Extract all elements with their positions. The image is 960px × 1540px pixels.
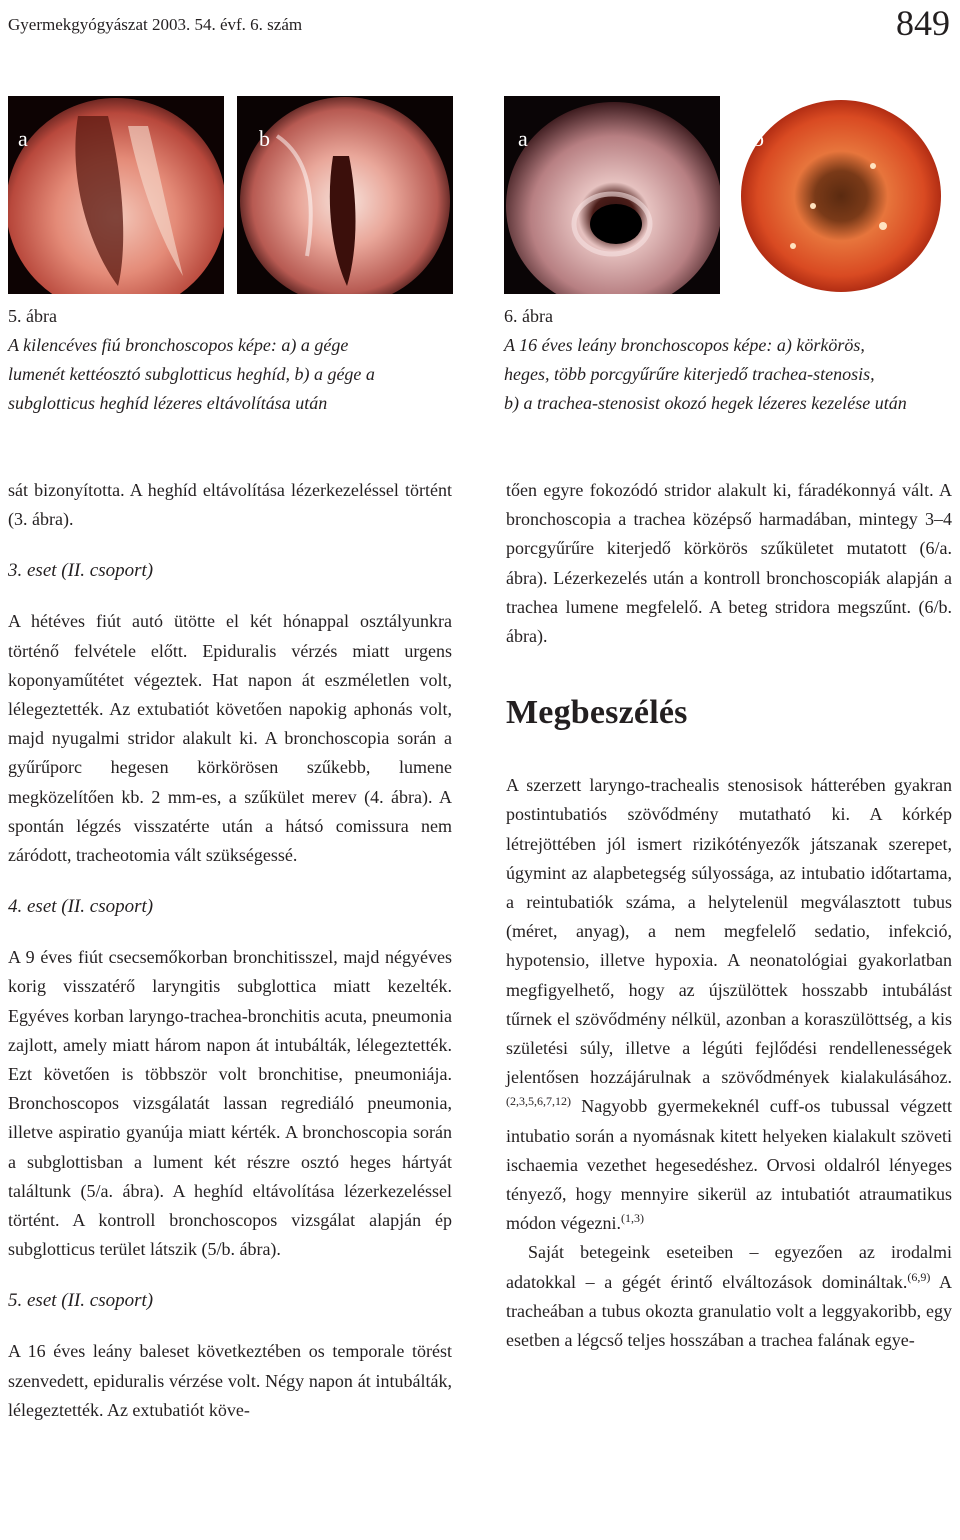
reference: (2,3,5,6,7,12) bbox=[506, 1094, 571, 1109]
figure-5-caption-title: 5. ábra bbox=[8, 306, 57, 326]
trachea-image-b bbox=[733, 96, 949, 294]
paragraph: A hétéves fiút autó ütötte el két hónappal osztályunkra történő felvétele előtt. Epiduralis vérzés miatt urgens koponyaműtétet végeztek. Hat napon át eszméletlen volt, lélegeztették. Az extubatiót követően napokig aphonás volt, majd nyugalmi stridor alakult ki. A bronchoscopia során a gyűrűporc hegesen körkörösen szűkebb, lumene megközelítően kb. 2 mm-es, a szűkület merev (4. ábra). A spontán légzés visszatérte után a hátsó comissura nem záródott, tracheotomia vált szükségessé. bbox=[8, 611, 452, 866]
figure-5b-photo bbox=[237, 96, 453, 294]
left-column bbox=[8, 476, 452, 1425]
text-run: A szerzett laryngo-trachealis stenosisok hátterében gyakran postintubatiós szövődmény mutatható ki. A kórkép létrejöttében jól ismert rizikótényezők játszanak szerepet, úgymint az alapbetegség súlyossága, az intubatio időtartama, a reintubatiók száma, a helytelenül megválasztott tubus (méret, anyag), a nem megfelelő sedatio, infekció, hypotensio, illetve hypoxia. A neonatológiai gyakorlatban megfigyelhető, hogy az újszülöttek hosszabb intubálást tűrnek el szövődmény nélkül, azonban a koraszülöttség, a kis születési súly, illetve a légúti fejlődési rendellenességek jelentősen hozzájárulnak a szövődmények kialakulásához. bbox=[506, 775, 952, 1088]
figure-5a-photo bbox=[8, 96, 224, 294]
figure-6a-photo bbox=[504, 96, 720, 294]
case-5-heading: 5. eset (II. csoport) bbox=[8, 1290, 154, 1312]
text-run: Nagyobb gyermekeknél cuff-os tubussal végzett intubatio során a nyomásnak kitett helyeken kialakult szöveti ischaemia vezethet hegesedéshez. Orvosi oldalról lényeges tényező, hogy mennyire sikerül az intubatiót atraumatikus módon végezni. bbox=[506, 1096, 952, 1234]
caption-line: heges, több porcgyűrűre kiterjedő trachea-stenosis, bbox=[504, 364, 875, 384]
page-number: 849 bbox=[896, 3, 950, 43]
caption-line: A 16 éves leány bronchoscopos képe: a) körkörös, bbox=[504, 335, 865, 355]
paragraph: A 16 éves leány baleset következtében os temporale törést szenvedett, epiduralis vérzése volt. Négy napon át intubálták, lélegeztették. Az extubatiót köve- bbox=[8, 1341, 452, 1420]
figure-5a-label: a bbox=[18, 126, 28, 151]
paragraph: A 9 éves fiút csecsemőkorban bronchitisszel, majd négyéves korig visszatérő laryngitis subglottica miatt kezelték. Egyéves korban laryngo-trachea-bronchitis acuta, pneumonia zajlott, amely miatt három napon át intubálták, lélegeztették. Ezt követően is többször volt bronchitise, pneumoniája. Bronchoscopos vizsgálatát lassan regrediáló pneumonia, illetve aspiratio gyanúja miatt kérték. A bronchoscopia során a subglottisban a lument két részre osztó heges hártyát találtunk (5/a. ábra). A heghíd eltávolítása lézerkezeléssel történt. A kontroll bronchoscopos vizsgálat alapján ép subglotticus terület látszik (5/b. ábra). bbox=[8, 947, 452, 1260]
reference: (6,9) bbox=[907, 1269, 931, 1284]
caption-line: lumenét kettéosztó subglotticus heghíd, b) a gége a bbox=[8, 364, 375, 384]
paragraph bbox=[506, 771, 952, 1238]
caption-line: b) a trachea-stenosist okozó hegek lézeres kezelése után bbox=[504, 393, 907, 413]
trachea-image-a bbox=[504, 96, 720, 294]
caption-line: subglotticus heghíd lézeres eltávolítása után bbox=[8, 393, 328, 413]
figure-6a-label: a bbox=[518, 126, 528, 151]
figure-5-caption bbox=[8, 302, 458, 418]
text-run: Saját betegeink eseteiben – egyezően az irodalmi adatokkal – a gégét érintő elváltozások domináltak. bbox=[506, 1242, 952, 1292]
right-column bbox=[506, 476, 952, 1355]
figure-6 bbox=[504, 96, 950, 296]
section-heading: Megbeszélés bbox=[506, 694, 688, 732]
paragraph: tően egyre fokozódó stridor alakult ki, fáradékonnyá vált. A bronchoscopia a trachea középső harmadában, mintegy 3–4 porcgyűrűre kiterjedő körkörös szűkületet mutatott (6/a. ábra). Lézerkezelés után a kontroll bronchoscopiák alapján a trachea lumene megfelelő. A beteg stridora megszűnt. (6/b. ábra). bbox=[506, 480, 952, 647]
figure-6-caption bbox=[504, 302, 954, 418]
reference: (1,3) bbox=[620, 1211, 644, 1226]
figure-6-caption-title: 6. ábra bbox=[504, 306, 553, 326]
paragraph: sát bizonyította. A heghíd eltávolítása lézerkezeléssel történt (3. ábra). bbox=[8, 480, 452, 530]
paragraph bbox=[506, 1238, 952, 1355]
journal-citation: Gyermekgyógyászat 2003. 54. évf. 6. szám bbox=[8, 15, 303, 34]
text-run: A tracheában a tubus okozta granulatio volt a leggyakoribb, egy esetben a légcső teljes hosszában a trachea falának egye- bbox=[506, 1271, 952, 1351]
page-header bbox=[8, 0, 952, 44]
case-3-heading: 3. eset (II. csoport) bbox=[8, 560, 154, 582]
figure-5b-label: b bbox=[259, 126, 270, 151]
caption-line: A kilencéves fiú bronchoscopos képe: a) a gége bbox=[8, 335, 349, 355]
case-4-heading: 4. eset (II. csoport) bbox=[8, 896, 154, 918]
larynx-image-a bbox=[8, 96, 224, 294]
figure-6b-label: b bbox=[753, 126, 764, 151]
figure-6b-photo bbox=[733, 96, 949, 294]
